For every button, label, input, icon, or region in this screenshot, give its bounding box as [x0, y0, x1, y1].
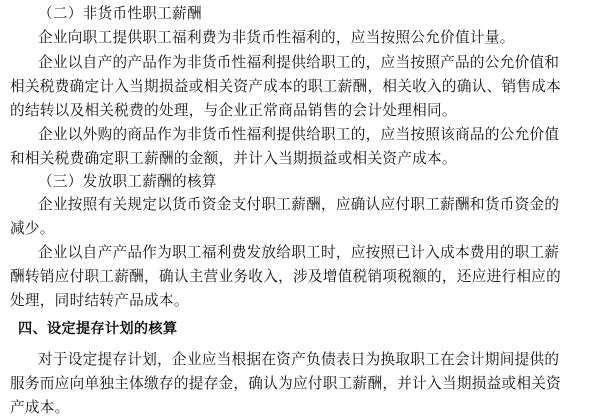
- paragraph-line: 企业以外购的商品作为非货币性福利提供给职工的，应当按照该商品的公允价值: [38, 126, 560, 143]
- section-heading-defined-contribution: 四、设定提存计划的核算: [18, 321, 178, 337]
- paragraph-line: 企业以自产产品作为职工福利费发放给职工时，应按照已计入成本费用的职工薪: [38, 244, 560, 261]
- paragraph-line: 服务而应向单独主体缴存的提存金，确认为应付职工薪酬，并计入当期损益或相关资: [10, 375, 562, 392]
- paragraph-line: 企业以自产的产品作为非货币性福利提供给职工的，应当按照产品的公允价值和: [38, 54, 560, 71]
- section-heading-payout: （三）发放职工薪酬的核算: [38, 173, 217, 190]
- paragraph-line: 相关税费确定计入当期损益或相关资产成本的职工薪酬，相关收入的确认、销售成本: [10, 78, 562, 95]
- paragraph-line: 企业向职工提供职工福利费为非货币性福利的，应当按照公允价值计量。: [38, 29, 515, 46]
- paragraph-line: 企业按照有关规定以货币资金支付职工薪酬，应确认应付职工薪酬和货币资金的: [38, 196, 560, 213]
- paragraph-line: 减少。: [10, 220, 55, 237]
- paragraph-line: 和相关税费确定职工薪酬的金额，并计入当期损益或相关资产成本。: [10, 150, 457, 167]
- paragraph-line: 产成本。: [10, 399, 70, 416]
- paragraph-line: 酬转销应付职工薪酬，确认主营业务收入，涉及增值税销项税额的，还应进行相应的: [10, 268, 562, 285]
- paragraph-line: 对于设定提存计划，企业应当根据在资产负债表日为换取职工在会计期间提供的: [38, 351, 560, 368]
- paragraph-line: 的结转以及相关税费的处理，与企业正常商品销售的会计处理相同。: [10, 102, 457, 119]
- paragraph-line: 处理，同时结转产品成本。: [10, 292, 189, 309]
- section-heading-non-monetary-compensation: （二）非货币性职工薪酬: [38, 5, 202, 22]
